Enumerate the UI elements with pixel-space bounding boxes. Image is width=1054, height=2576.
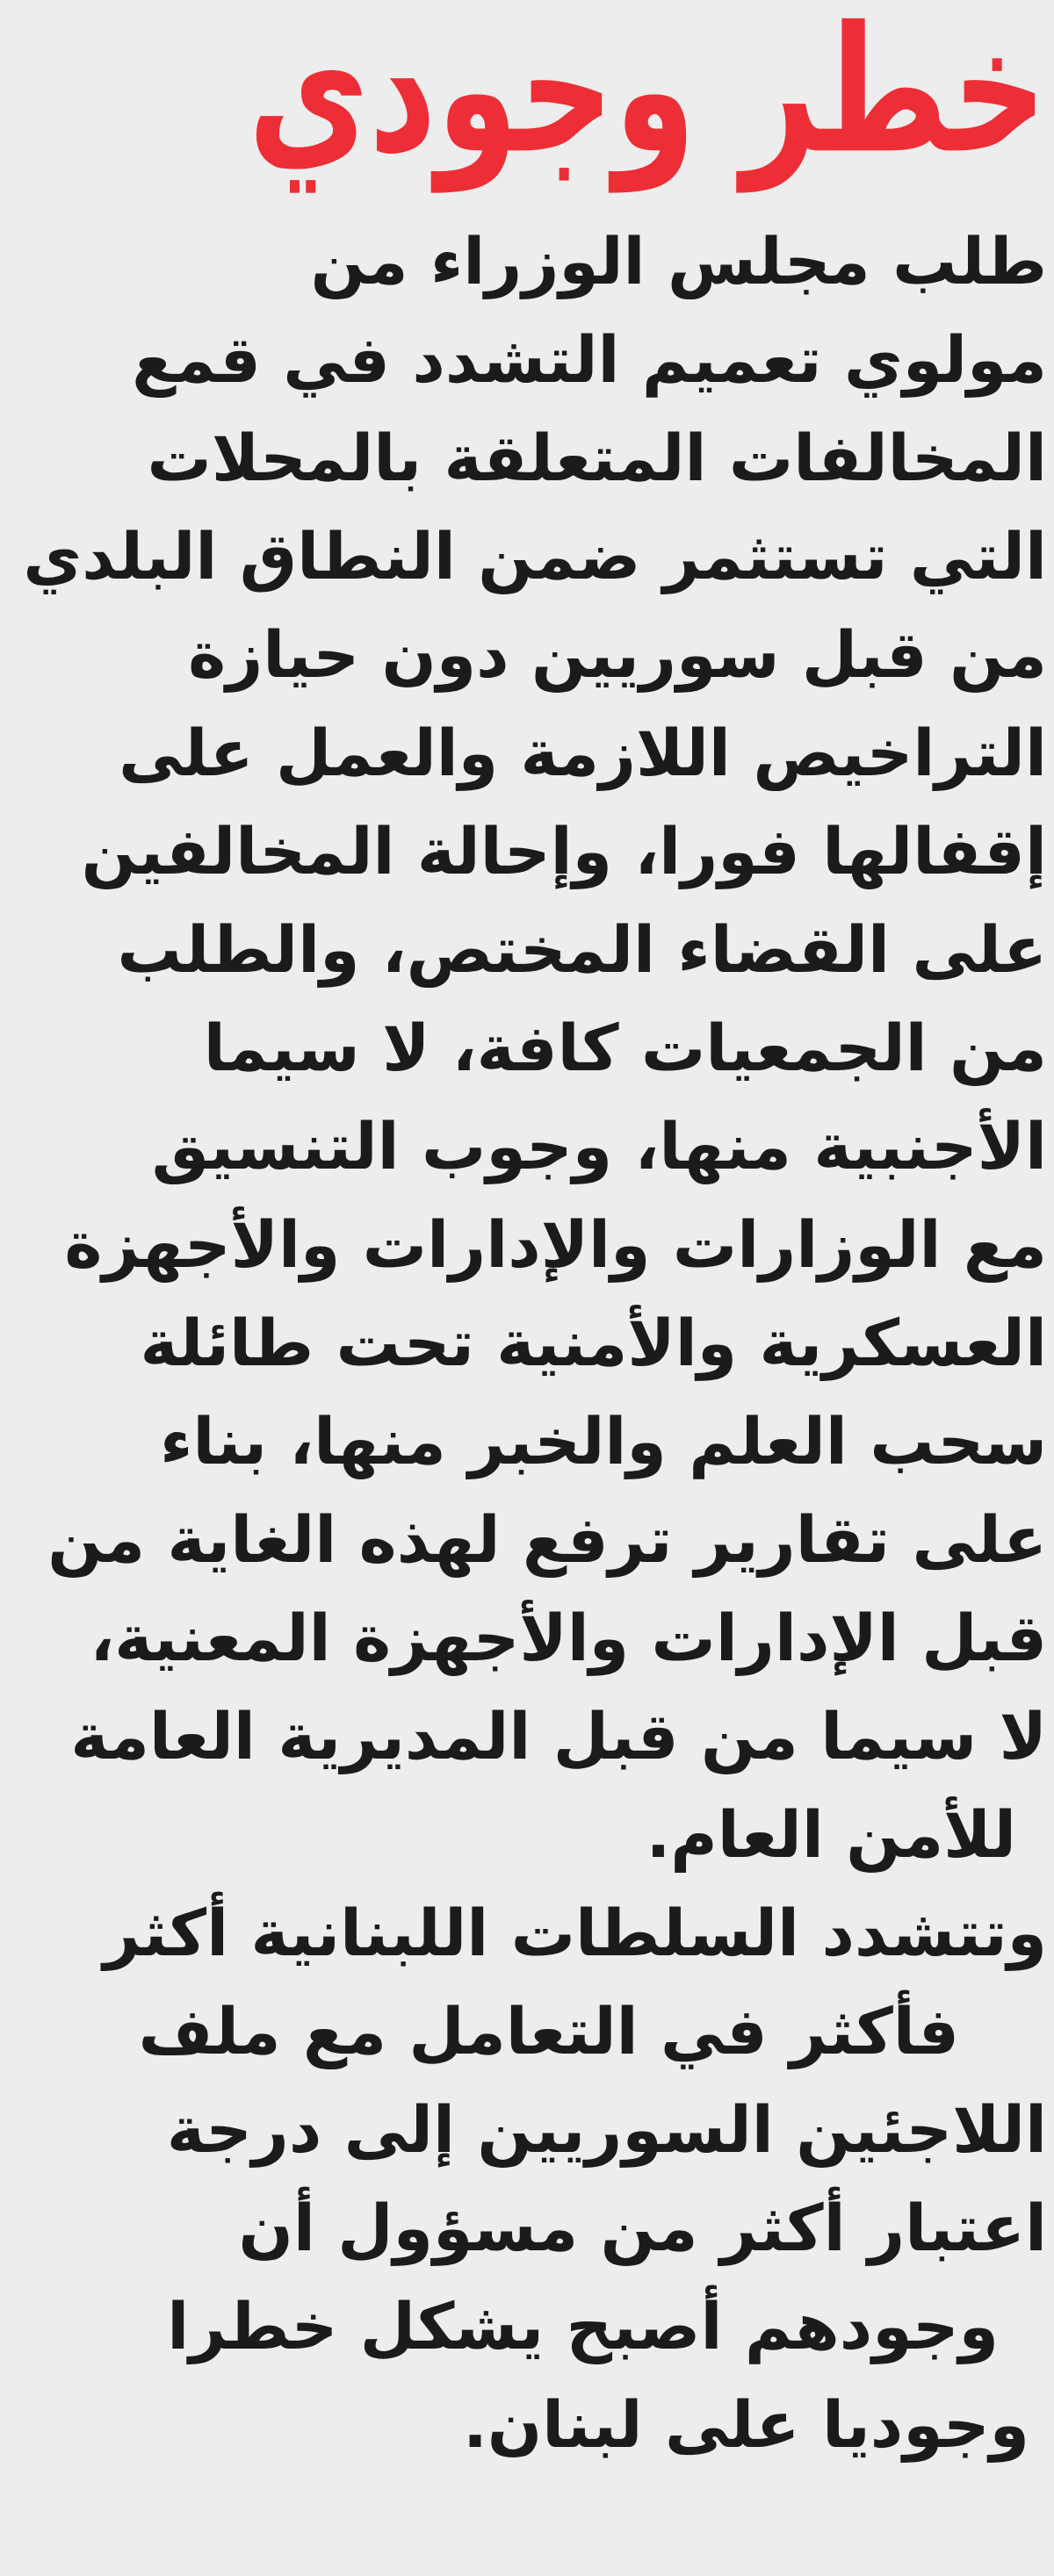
article-line: للأمن العام. bbox=[646, 1798, 1016, 1873]
article-line: مع الوزارات والإدارات والأجهزة bbox=[64, 1208, 1047, 1283]
article-line: وجوديا على لبنان. bbox=[463, 2388, 1029, 2463]
article-line: طلب مجلس الوزراء من bbox=[310, 225, 1047, 299]
article-line: العسكرية والأمنية تحت طائلة bbox=[140, 1306, 1047, 1381]
article-body bbox=[0, 213, 1047, 2475]
article-line: وتتشدد السلطات اللبنانية أكثر bbox=[103, 1896, 1047, 1971]
article-line: الأجنبية منها، وجوب التنسيق bbox=[151, 1110, 1047, 1184]
article-line: سحب العلم والخبر منها، بناء bbox=[160, 1405, 1047, 1479]
article-line: من قبل سوريين دون حيازة bbox=[188, 618, 1047, 693]
article-line: وجودهم أصبح يشكل خطرا bbox=[167, 2290, 999, 2364]
article-line: فأكثر في التعامل مع ملف bbox=[138, 1995, 959, 2069]
article-line: إقفالها فورا، وإحالة المخالفين bbox=[81, 815, 1047, 889]
article-line: التي تستثمر ضمن النطاق البلدي bbox=[23, 520, 1047, 594]
article-line: اللاجئين السوريين إلى درجة bbox=[166, 2093, 1047, 2168]
article-line: مولوي تعميم التشدد في قمع bbox=[132, 323, 1047, 398]
article-line: لا سيما من قبل المديرية العامة bbox=[70, 1700, 1047, 1774]
article-line: على تقارير ترفع لهذه الغاية من bbox=[47, 1503, 1047, 1578]
article-line: المخالفات المتعلقة بالمحلات bbox=[147, 421, 1047, 496]
article-line: من الجمعيات كافة، لا سيما bbox=[203, 1011, 1047, 1086]
article-headline: خطر وجودي bbox=[248, 0, 1047, 192]
article-line: على القضاء المختص، والطلب bbox=[117, 913, 1047, 988]
article-line: التراخيص اللازمة والعمل على bbox=[119, 716, 1047, 791]
article-line: قبل الإدارات والأجهزة المعنية، bbox=[90, 1601, 1047, 1676]
article-line: اعتبار أكثر من مسؤول أن bbox=[238, 2191, 1047, 2266]
